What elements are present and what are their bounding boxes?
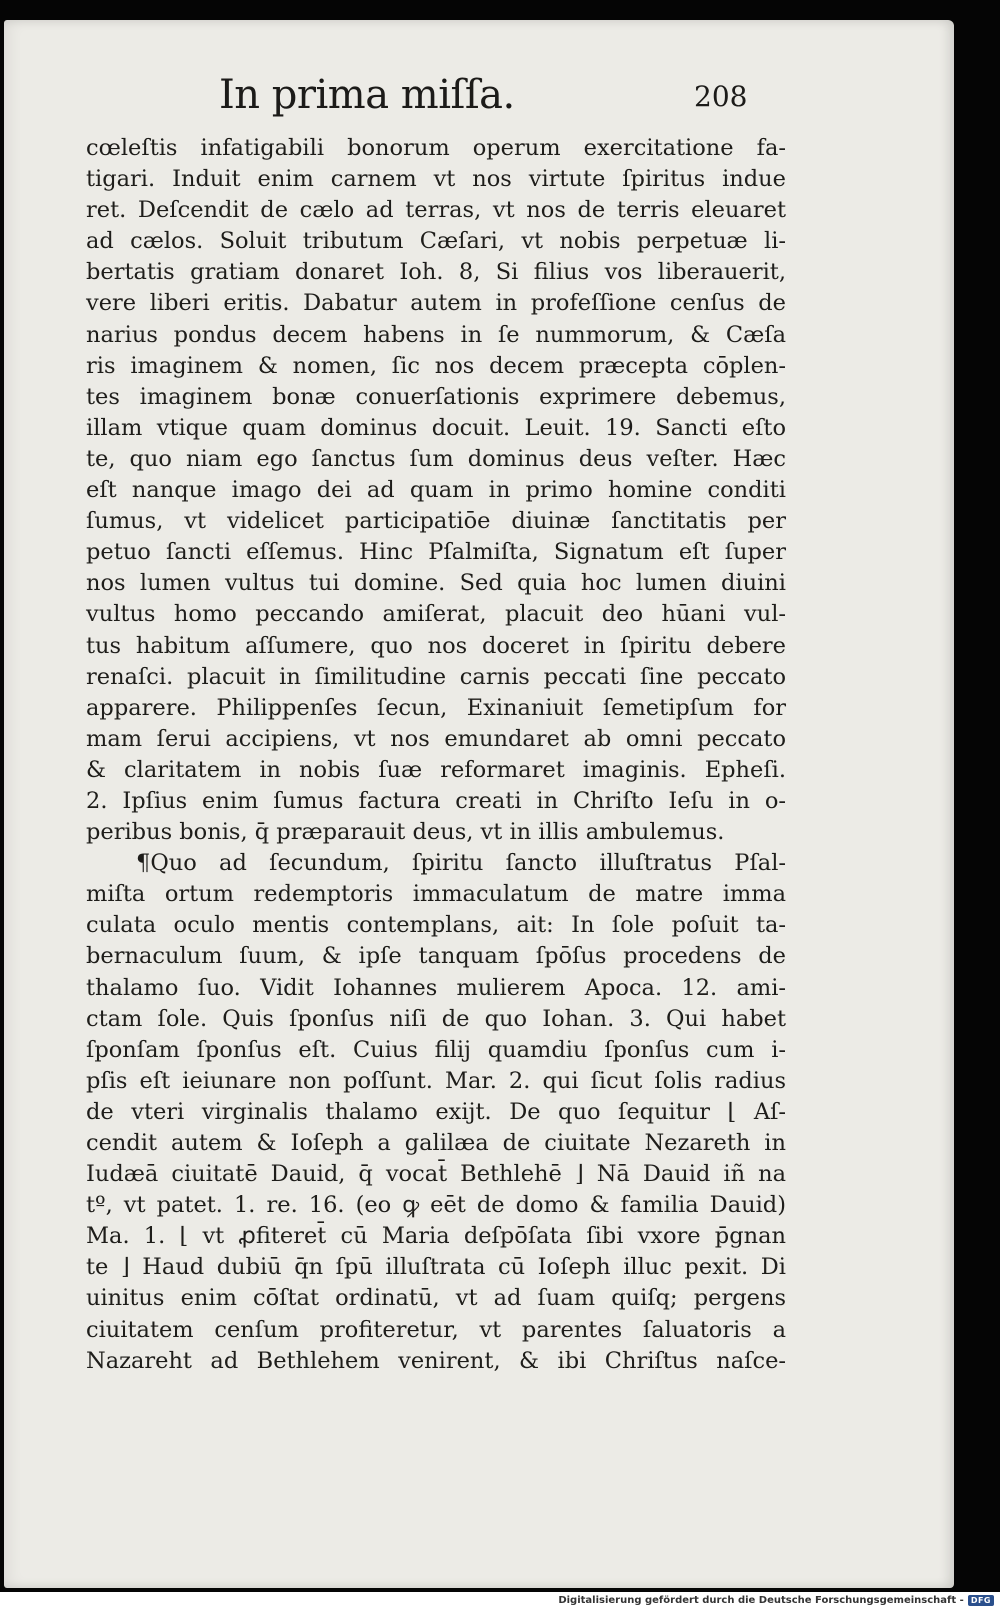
text-line: illam vtique quam dominus docuit. Leuit. 19. Sancti eſto	[86, 414, 786, 441]
text-line: ſumus, vt videlicet participatiōe diuinæ ſanctitatis per	[86, 508, 786, 535]
text-line: ctam ſole. Quis ſponſus niſi de quo Iohan. 3. Qui habet	[86, 1005, 786, 1032]
text-line: te, quo niam ego ſanctus ſum dominus deus veſter. Hæc	[86, 445, 786, 472]
credit-text: Digitalisierung gefördert durch die Deutsche Forschungsgemeinschaft -	[558, 1595, 964, 1606]
text-line: ris imaginem & nomen, ſic nos decem præcepta cōplen-	[86, 352, 786, 379]
text-line: culata oculo mentis contemplans, ait: In ſole poſuit ta-	[86, 912, 786, 939]
text-line: ret. Deſcendit de cælo ad terras, vt nos de terris eleuaret	[86, 197, 786, 224]
text-line: tº, vt patet. 1. re. 16. (eo ꝙ eēt de domo & familia Dauid)	[86, 1192, 786, 1219]
text-line: nos lumen vultus tui domine. Sed quia hoc lumen diuini	[86, 570, 786, 597]
text-line: eſt nanque imago dei ad quam in primo homine conditi	[86, 477, 786, 504]
text-line: te ⌋ Haud dubiū q̄n ſpū illuſtrata cū Ioſeph illuc pexit. Di	[86, 1254, 786, 1281]
text-line: tus habitum aſſumere, quo nos doceret in ſpiritu debere	[86, 632, 786, 659]
text-line: mam ſerui accipiens, vt nos emundaret ab omni peccato	[86, 725, 786, 752]
text-line: bertatis gratiam donaret Ioh. 8, Si filius vos liberauerit,	[86, 259, 786, 286]
dfg-logo-icon: DFG	[968, 1595, 994, 1606]
paragraph-end-line: peribus bonis, q̄ præparauit deus, vt in illis ambulemus.	[86, 819, 725, 846]
page-header	[4, 72, 954, 132]
page-number: 208	[694, 80, 748, 113]
text-line: Ma. 1. ⌊ vt ꝓfiteret̄ cū Maria deſpōſata ſibi vxore p̄gnan	[86, 1223, 786, 1250]
text-line: ſponſam ſponſus eſt. Cuius filij quamdiu ſponſus cum i-	[86, 1036, 786, 1063]
text-line: miſta ortum redemptoris immaculatum de matre imma	[86, 881, 786, 908]
running-head: In prima miſſa.	[219, 72, 515, 118]
book-page	[4, 20, 954, 1588]
text-line: de vteri virginalis thalamo exijt. De quo ſequitur ⌊ Aſ-	[86, 1098, 786, 1125]
text-line: cendit autem & Ioſeph a galilæa de ciuitate Nezareth in	[86, 1130, 786, 1156]
text-line: tigari. Induit enim carnem vt nos virtute ſpiritus indue	[86, 166, 786, 193]
text-line: 2. Ipſius enim ſumus factura creati in Chriſto Ieſu in o-	[86, 787, 786, 814]
text-line: Iudæā ciuitatē Dauid, q̄ vocat̄ Bethlehē ⌋ Nā Dauid iñ na	[86, 1161, 786, 1188]
text-line: petuo ſancti eſſemus. Hinc Pſalmiſta, Signatum eſt ſuper	[86, 539, 786, 566]
text-line: & claritatem in nobis ſuæ reformaret imaginis. Epheſi.	[86, 756, 786, 783]
text-line: thalamo ſuo. Vidit Iohannes mulierem Apoca. 12. ami-	[86, 974, 786, 1001]
text-line: narius pondus decem habens in ſe nummorum, & Cæſa	[86, 321, 786, 348]
text-line: bernaculum ſuum, & ipſe tanquam ſpōſus procedens de	[86, 943, 786, 970]
paragraph-start-line: ¶Quo ad ſecundum, ſpiritu ſancto illuſtratus Pſal-	[136, 850, 786, 877]
text-line: uinitus enim cōſtat ordinatū, vt ad ſuam quiſq; pergens	[86, 1285, 786, 1312]
text-line: vere liberi eritis. Dabatur autem in profeſſione cenſus de	[86, 290, 786, 317]
text-line: ciuitatem cenſum profiteretur, vt parentes ſaluatoris a	[86, 1316, 786, 1343]
digitization-credit	[558, 1595, 994, 1606]
text-line: ad cælos. Soluit tributum Cæſari, vt nobis perpetuæ li-	[86, 228, 786, 255]
text-line: tes imaginem bonæ conuerſationis exprimere debemus,	[86, 383, 786, 410]
text-line: renaſci. placuit in ſimilitudine carnis peccati ſine peccato	[86, 663, 786, 690]
text-line: pſis eſt ieiunare non poſſunt. Mar. 2. qui ſicut ſolis radius	[86, 1067, 786, 1094]
text-line: vultus homo peccando amiſerat, placuit deo hūani vul-	[86, 601, 786, 628]
text-line: Nazareht ad Bethlehem venirent, & ibi Chriſtus naſce-	[86, 1347, 786, 1374]
text-line: apparere. Philippenſes ſecun, Exinaniuit ſemetipſum for	[86, 694, 786, 721]
body-text	[86, 133, 786, 1377]
text-line: cœleſtis infatigabili bonorum operum exercitatione fa-	[86, 135, 786, 161]
